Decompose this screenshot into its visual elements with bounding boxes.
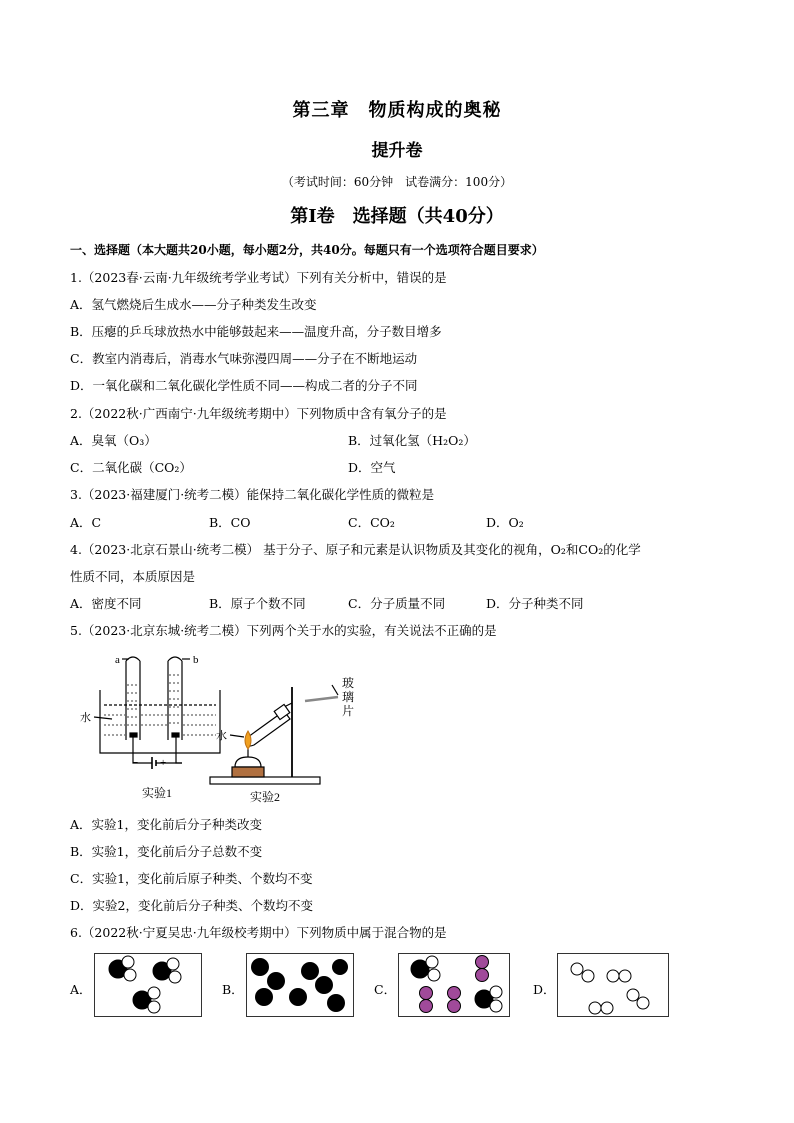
stand-base bbox=[210, 777, 320, 784]
question-6-label-d: D． bbox=[533, 982, 556, 997]
question-1-option-b: B．压瘪的乒乓球放热水中能够鼓起来——温度升高，分子数目增多 bbox=[70, 324, 442, 339]
white-atom bbox=[571, 963, 583, 975]
purple-atom bbox=[448, 987, 461, 1000]
wires bbox=[133, 737, 182, 763]
white-atom bbox=[619, 970, 631, 982]
white-atom bbox=[148, 1001, 160, 1013]
caption-experiment-1: 实验1 bbox=[142, 786, 173, 800]
question-4-option-c: C．分子质量不同 bbox=[348, 596, 446, 611]
question-6-option-d-diagram bbox=[557, 953, 669, 1017]
black-atom bbox=[327, 994, 345, 1012]
white-atom bbox=[426, 956, 438, 968]
white-atom bbox=[607, 970, 619, 982]
question-5-option-d: D．实验2，变化前后分子种类、个数均不变 bbox=[70, 898, 313, 913]
black-atom bbox=[255, 988, 273, 1006]
question-5-option-c: C．实验1，变化前后原子种类、个数均不变 bbox=[70, 871, 313, 886]
question-6-stem: 6.（2022秋·宁夏吴忠·九年级校考期中）下列物质中属于混合物的是 bbox=[70, 925, 447, 940]
white-atom bbox=[601, 1002, 613, 1014]
question-6-label-c: C． bbox=[374, 982, 397, 997]
section-title: 第Ⅰ卷 选择题（共40分） bbox=[290, 206, 504, 227]
electrolysis-apparatus bbox=[94, 657, 220, 769]
question-6-label-a: A． bbox=[70, 982, 92, 997]
white-atom bbox=[582, 970, 594, 982]
experiment-figure bbox=[70, 645, 370, 810]
alcohol-lamp bbox=[235, 757, 261, 767]
electrode-left bbox=[130, 733, 137, 737]
leader-glass bbox=[332, 685, 338, 695]
question-1-stem: 1.（2023春·云南·九年级统考学业考试）下列有关分析中，错误的是 bbox=[70, 270, 447, 285]
black-atom bbox=[315, 976, 333, 994]
purple-atom bbox=[476, 956, 489, 969]
chapter-title: 第三章 物质构成的奥秘 bbox=[292, 100, 502, 121]
leader-water2 bbox=[230, 735, 244, 737]
label-glass-2: 璃 bbox=[342, 690, 355, 704]
question-4-stem-line2: 性质不同，本质原因是 bbox=[70, 569, 196, 584]
question-6-option-a-diagram bbox=[94, 953, 202, 1017]
question-4-option-d: D．分子种类不同 bbox=[486, 596, 584, 611]
white-atom bbox=[637, 997, 649, 1009]
basin bbox=[100, 690, 220, 753]
section-instructions: 一、选择题（本大题共20小题，每小题2分，共40分。每题只有一个选项符合题目要求） bbox=[70, 243, 544, 257]
question-3-option-d: D．O₂ bbox=[486, 515, 524, 530]
label-glass-1: 玻 bbox=[342, 676, 355, 690]
question-5-stem: 5.（2023·北京东城·统考二模）下列两个关于水的实验，有关说法不正确的是 bbox=[70, 623, 497, 638]
question-2-option-a: A．臭氧（O₃） bbox=[70, 433, 157, 448]
label-water-2: 水 bbox=[216, 730, 227, 742]
question-3-option-b: B．CO bbox=[209, 515, 251, 530]
glass-plate bbox=[305, 697, 338, 701]
question-2-option-c: C．二氧化碳（CO₂） bbox=[70, 460, 192, 475]
tube-a bbox=[126, 657, 140, 740]
question-2-option-d: D．空气 bbox=[348, 460, 396, 475]
label-b: b bbox=[193, 654, 199, 666]
white-atom bbox=[122, 956, 134, 968]
question-6-label-b: B． bbox=[222, 982, 244, 997]
purple-atom bbox=[420, 1000, 433, 1013]
exam-info: （考试时间：60分钟 试卷满分：100分） bbox=[281, 175, 513, 189]
tube-b bbox=[168, 657, 182, 740]
question-5-option-a: A．实验1，变化前后分子种类改变 bbox=[70, 817, 262, 832]
label-a: a bbox=[115, 654, 120, 666]
label-water-1: 水 bbox=[80, 712, 91, 724]
flame-icon bbox=[245, 731, 251, 749]
label-minus: − bbox=[132, 757, 139, 769]
white-atom bbox=[148, 987, 160, 999]
purple-atom bbox=[476, 969, 489, 982]
question-3-option-a: A．C bbox=[70, 515, 102, 530]
question-1-option-c: C．教室内消毒后，消毒水气味弥漫四周——分子在不断地运动 bbox=[70, 351, 418, 366]
question-5-option-b: B．实验1，变化前后分子总数不变 bbox=[70, 844, 263, 859]
white-atom bbox=[627, 989, 639, 1001]
white-atom bbox=[167, 958, 179, 970]
black-atom bbox=[267, 972, 285, 990]
question-6-option-b-diagram bbox=[246, 953, 354, 1017]
black-atom bbox=[301, 962, 319, 980]
question-6-option-c-diagram bbox=[398, 953, 510, 1017]
purple-atom bbox=[420, 987, 433, 1000]
lamp-base bbox=[232, 767, 264, 777]
white-atom bbox=[169, 971, 181, 983]
white-atom bbox=[490, 986, 502, 998]
question-3-stem: 3.（2023·福建厦门·统考二模）能保持二氧化碳化学性质的微粒是 bbox=[70, 487, 435, 502]
question-1-option-d: D．一氧化碳和二氧化碳化学性质不同——构成二者的分子不同 bbox=[70, 378, 418, 393]
heating-apparatus bbox=[210, 685, 338, 784]
black-atom bbox=[251, 958, 269, 976]
electrode-right bbox=[172, 733, 179, 737]
white-atom bbox=[490, 1000, 502, 1012]
question-4-option-b: B．原子个数不同 bbox=[209, 596, 306, 611]
question-2-stem: 2.（2022秋·广西南宁·九年级统考期中）下列物质中含有氧分子的是 bbox=[70, 406, 447, 421]
question-2-option-b: B．过氧化氢（H₂O₂） bbox=[348, 433, 476, 448]
caption-experiment-2: 实验2 bbox=[250, 790, 281, 804]
black-atom bbox=[289, 988, 307, 1006]
question-1-option-a: A．氢气燃烧后生成水——分子种类发生改变 bbox=[70, 297, 317, 312]
purple-atom bbox=[448, 1000, 461, 1013]
white-atom bbox=[589, 1002, 601, 1014]
white-atom bbox=[124, 969, 136, 981]
clamp bbox=[274, 704, 290, 719]
black-atom bbox=[332, 959, 348, 975]
white-atom bbox=[428, 969, 440, 981]
question-3-option-c: C．CO₂ bbox=[348, 515, 395, 530]
label-plus: + bbox=[160, 757, 167, 769]
paper-subtitle: 提升卷 bbox=[371, 141, 423, 161]
leader-water1 bbox=[94, 717, 112, 719]
label-glass-3: 片 bbox=[342, 704, 355, 718]
question-4-stem-line1: 4.（2023·北京石景山·统考二模） 基于分子、原子和元素是认识物质及其变化的视角，O₂和CO₂的化学 bbox=[70, 542, 641, 557]
question-4-option-a: A．密度不同 bbox=[70, 596, 142, 611]
